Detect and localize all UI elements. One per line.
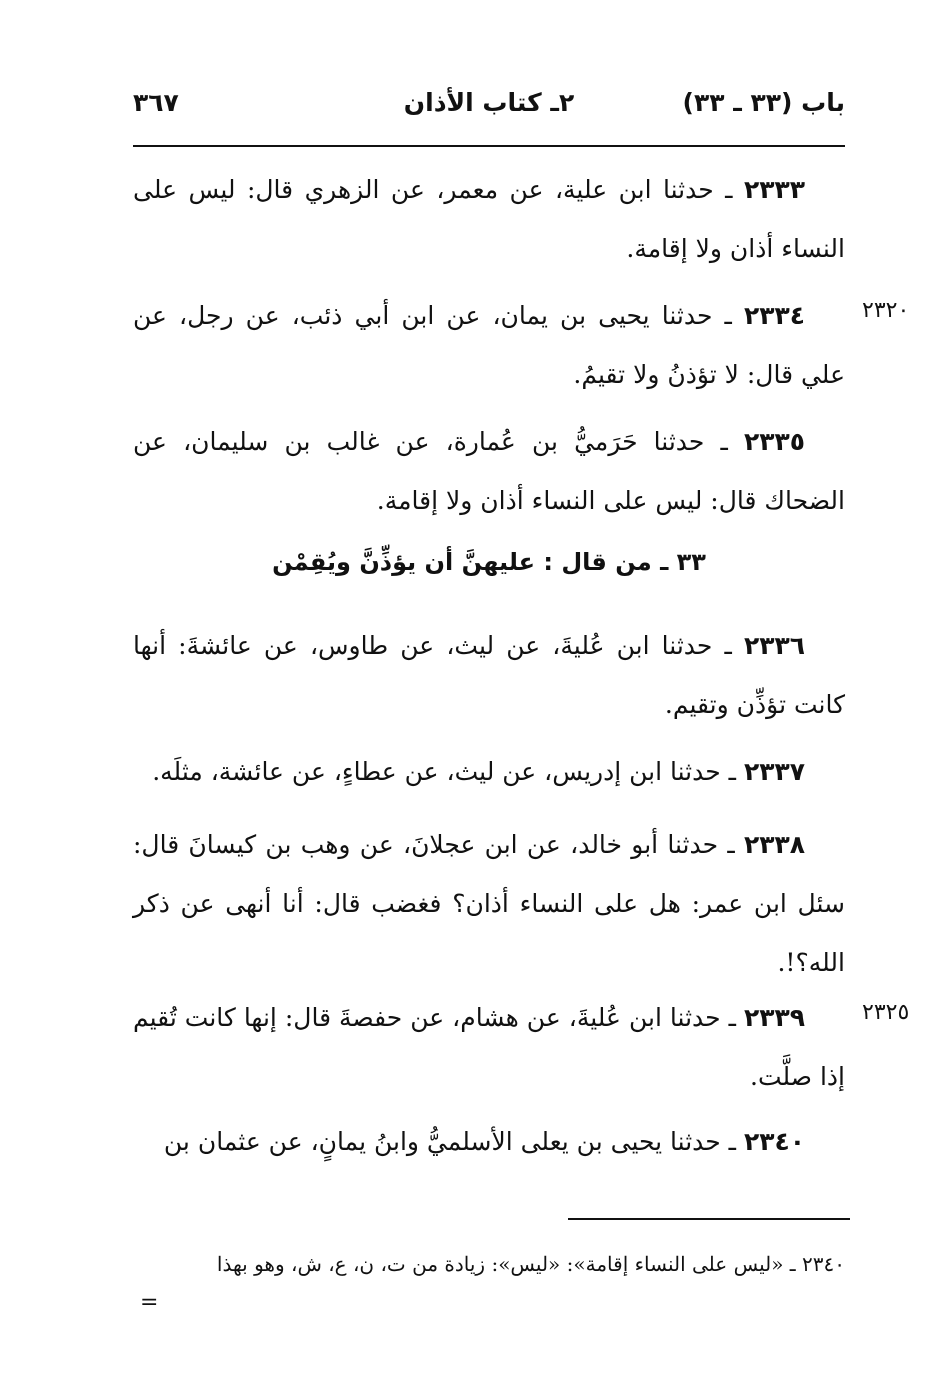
section-heading: ٣٣ ـ من قال : عليهنَّ أن يؤذِّنَّ ويُقِمْن bbox=[272, 548, 706, 576]
header-book-title: ٢ـ كتاب الأذان bbox=[403, 88, 575, 117]
hadith-2340 bbox=[133, 1112, 845, 1171]
hadith-text: ـ حدثنا ابن عُليةَ، عن ليث، عن طاوس، عن عائشةَ: أنها كانت تؤذِّن وتقيم. bbox=[133, 631, 845, 719]
running-header bbox=[133, 88, 845, 128]
margin-number-2320: ٢٣٢٠ bbox=[862, 298, 910, 323]
hadith-2339 bbox=[133, 988, 845, 1106]
margin-number-2325: ٢٣٢٥ bbox=[862, 1000, 910, 1025]
footnote: ٢٣٤٠ ـ «ليس على النساء إقامة»: «ليس»: زيادة من ت، ن، ع، ش، وهو بهذا bbox=[216, 1252, 845, 1276]
hadith-number: ٢٣٣٩ bbox=[743, 1003, 805, 1032]
hadith-number: ٢٣٤٠ bbox=[743, 1127, 805, 1156]
header-divider bbox=[133, 145, 845, 147]
hadith-text: ـ حدثنا أبو خالد، عن ابن عجلانَ، عن وهب بن كيسانَ قال: سئل ابن عمر: هل على النساء أذان؟ فغضب قال: أنا أنهى عن ذكر الله؟!. bbox=[133, 830, 845, 977]
hadith-2333 bbox=[133, 160, 845, 278]
hadith-number: ٢٣٣٤ bbox=[743, 301, 805, 330]
footnote-divider bbox=[568, 1218, 850, 1220]
hadith-text: ـ حدثنا ابن إدريس، عن ليث، عن عطاءٍ، عن عائشة، مثلَه. bbox=[152, 757, 744, 786]
hadith-2336 bbox=[133, 616, 845, 734]
hadith-text: ـ حدثنا حَرَميُّ بن عُمارة، عن غالب بن سليمان، عن الضحاك قال: ليس على النساء أذان ولا إقامة. bbox=[133, 427, 845, 515]
header-page-number: ٣٦٧ bbox=[133, 88, 179, 117]
hadith-2337 bbox=[133, 742, 845, 801]
hadith-2334 bbox=[133, 286, 845, 404]
hadith-number: ٢٣٣٧ bbox=[743, 757, 805, 786]
hadith-2338 bbox=[133, 815, 845, 992]
hadith-text: ـ حدثنا ابن عُليةَ، عن هشام، عن حفصةَ قال: إنها كانت تُقيم إذا صلَّت. bbox=[133, 1003, 845, 1091]
hadith-2335 bbox=[133, 412, 845, 530]
hadith-number: ٢٣٣٨ bbox=[743, 830, 805, 859]
hadith-text: ـ حدثنا يحيى بن يعلى الأسلميُّ وابنُ يمانٍ، عن عثمان بن bbox=[163, 1127, 744, 1156]
header-section-label: باب (٣٣ ـ ٣٣) bbox=[682, 88, 845, 117]
hadith-number: ٢٣٣٥ bbox=[743, 427, 805, 456]
footnote-continuation-mark: = bbox=[140, 1290, 159, 1315]
hadith-text: ـ حدثنا يحيى بن يمان، عن ابن أبي ذئب، عن رجل، عن علي قال: لا تؤذنُ ولا تقيمُ. bbox=[133, 301, 845, 389]
hadith-number: ٢٣٣٦ bbox=[743, 631, 805, 660]
hadith-text: ـ حدثنا ابن علية، عن معمر، عن الزهري قال: ليس على النساء أذان ولا إقامة. bbox=[133, 175, 845, 263]
hadith-number: ٢٣٣٣ bbox=[743, 175, 805, 204]
